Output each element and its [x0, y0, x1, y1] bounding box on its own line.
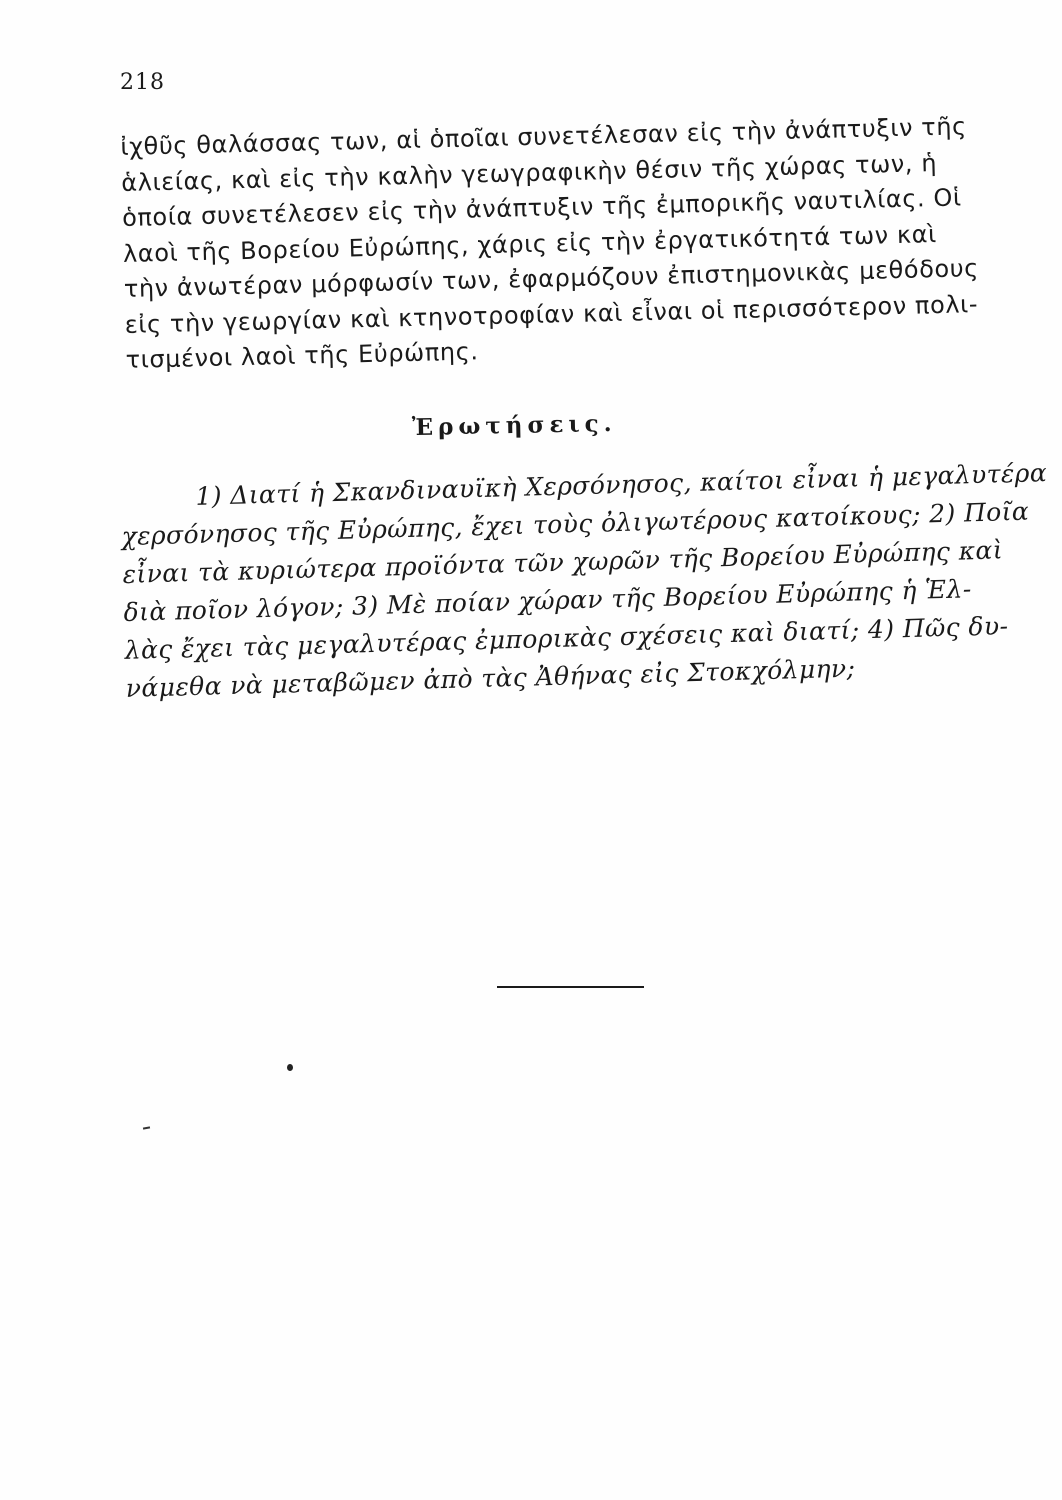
questions-heading: Ἐρωτήσεις. [411, 409, 617, 442]
section-divider [497, 986, 644, 988]
question-line: λὰς ἔχει τὰς μεγαλυτέρας ἐμπορικὰς σχέσεις καὶ διατί; 4) Πῶς δυ- [124, 611, 1009, 665]
question-line: 1) Διατί ἡ Σκανδιναυϊκὴ Χερσόνησος, καίτοι εἶναι ἡ μεγαλυτέρα [195, 458, 1048, 511]
body-line: ἰχθῦς θαλάσσας των, αἱ ὁποῖαι συνετέλεσαν εἰς τὴν ἀνάπτυξιν τῆς [120, 112, 968, 161]
ink-mark [143, 1126, 150, 1129]
ink-dot [287, 1064, 293, 1071]
body-line: ὁποία συνετέλεσεν εἰς τὴν ἀνάπτυξιν τῆς ἐμπορικῆς ναυτιλίας. Οἱ [121, 183, 962, 232]
body-line: εἰς τὴν γεωργίαν καὶ κτηνοτροφίαν καὶ εἶναι οἱ περισσότερον πολι- [124, 289, 979, 339]
questions-paragraph [120, 455, 1048, 707]
body-paragraph [120, 109, 986, 378]
question-line: χερσόνησος τῆς Εὐρώπης, ἔχει τοὺς ὀλιγωτέρους κατοίκους; 2) Ποῖα [121, 496, 1030, 551]
question-line: νάμεθα νὰ μεταβῶμεν ἀπὸ τὰς Ἀθήνας εἰς Στοκχόλμην; [125, 653, 856, 703]
body-line: λαοὶ τῆς Βορείου Εὐρώπης, χάρις εἰς τὴν ἐργατικότητά των καὶ [122, 219, 938, 268]
body-line: τισμένοι λαοὶ τῆς Εὐρώπης. [125, 337, 479, 374]
page-number: 218 [120, 70, 165, 95]
body-line: τὴν ἀνωτέραν μόρφωσίν των, ἐφαρμόζουν ἐπιστημονικὰς μεθόδους [123, 254, 980, 303]
body-line: ἁλιείας, καὶ εἰς τὴν καλὴν γεωγραφικὴν θέσιν τῆς χώρας των, ἡ [120, 148, 938, 197]
question-line: εἶναι τὰ κυριώτερα προϊόντα τῶν χωρῶν τῆς Βορείου Εὐρώπης καὶ [122, 535, 1004, 589]
question-line: διὰ ποῖον λόγον; 3) Μὲ ποίαν χώραν τῆς Βορείου Εὐρώπης ἡ Ἑλ- [123, 574, 972, 627]
